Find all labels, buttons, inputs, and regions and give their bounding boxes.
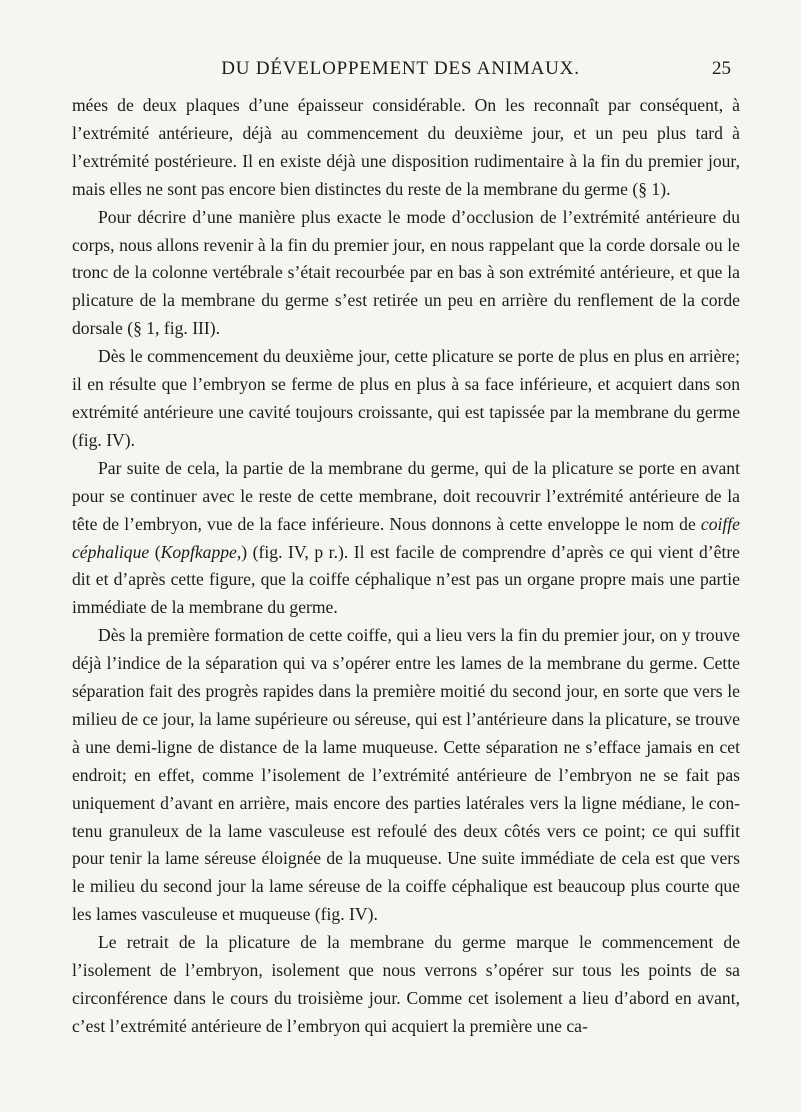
running-head	[0, 58, 801, 82]
term-coiffe-cephalique: coiffe céphalique	[72, 513, 740, 562]
running-title: DU DÉVELOPPEMENT DES ANIMAUX.	[221, 58, 580, 79]
paragraph-4-text-b: (	[149, 541, 161, 562]
paragraph-4-text-c: ) (fig. IV, p r.). Il est facile de comprendre d’après ce qui vient d’être dit et d’après cette figure, que la coiffe céphalique n’est pas un organe propre mais une partie immédiate de la membrane du germe.	[72, 541, 740, 618]
paragraph-3: Dès le commencement du deuxième jour, cette plicature se porte de plus en plus en arrière; il en résulte que l’embryon se ferme de plus en plus à sa face inférieure, et acquiert dans son extrémité antérieure une cavité toujours croissante, qui est tapissée par la membrane du germe (fig. IV).	[72, 346, 740, 450]
paragraph-4	[72, 455, 740, 622]
body-text	[72, 92, 740, 1041]
paragraph-6: Le retrait de la plicature de la membrane du germe marque le commencement de l’isolement de l’embryon, isolement que nous verrons s’opérer sur tous les points de sa circonférence dans le cours du troisième jour. Comme cet isolement a lieu d’abord en avant, c’est l’extrémité antérieure de l’embryon qui acquiert la première une ca-	[72, 932, 740, 1036]
page-number: 25	[712, 58, 731, 79]
term-kopfkappe: Kopfkappe,	[160, 541, 242, 562]
paragraph-5: Dès la première formation de cette coiffe, qui a lieu vers la fin du premier jour, on y trouve déjà l’indice de la séparation qui va s’opérer entre les lames de la membrane du germe. Cette séparation fait des progrès rapides dans la première moitié du second jour, en sorte que vers le milieu de ce jour, la lame supérieure ou séreuse, qui est l’antérieure dans la plicature, se trouve à une demi-ligne de distance de la lame muqueuse. Cette séparation ne s’efface jamais en cet endroit; en effet, comme l’isolement de l’extrémité antérieure de l’embryon ne se fait pas uniquement d’avant en arrière, mais encore des parties latérales vers la ligne médiane, le contenu granuleux de la lame vasculeuse est refoulé des deux côtés vers ce point; ce qui suffit pour tenir la lame séreuse éloignée de la muqueuse. Une suite immédiate de cela est que vers le milieu du second jour la lame séreuse de la coiffe céphalique est beaucoup plus courte que les lames vasculeuse et muqueuse (fig. IV).	[72, 625, 740, 925]
paragraph-2: Pour décrire d’une manière plus exacte le mode d’occlusion de l’extrémité antérieure du corps, nous allons revenir à la fin du premier jour, en nous rappelant que la corde dorsale ou le tronc de la colonne vertébrale s’était recourbée par en bas à son extrémité antérieure, et que la plicature de la membrane du germe s’est retirée un peu en arrière du renflement de la corde dorsale (§ 1, fig. III).	[72, 206, 740, 339]
paragraph-4-text-a: Par suite de cela, la partie de la membrane du germe, qui de la plicature se porte en avant pour se continuer avec le reste de cette membrane, doit recouvrir l’extrémité antérieure de la tête de l’embryon, vue de la face inférieure. Nous donnons à cette enveloppe le nom de	[72, 457, 740, 534]
paragraph-1: mées de deux plaques d’une épaisseur considérable. On les reconnaît par conséquent, à l’extrémité antérieure, déjà au commencement du deuxième jour, et un peu plus tard à l’extrémité postérieure. Il en existe déjà une disposition rudimentaire à la fin du premier jour, mais elles ne sont pas encore bien distinctes du reste de la membrane du germe (§ 1).	[72, 95, 740, 199]
